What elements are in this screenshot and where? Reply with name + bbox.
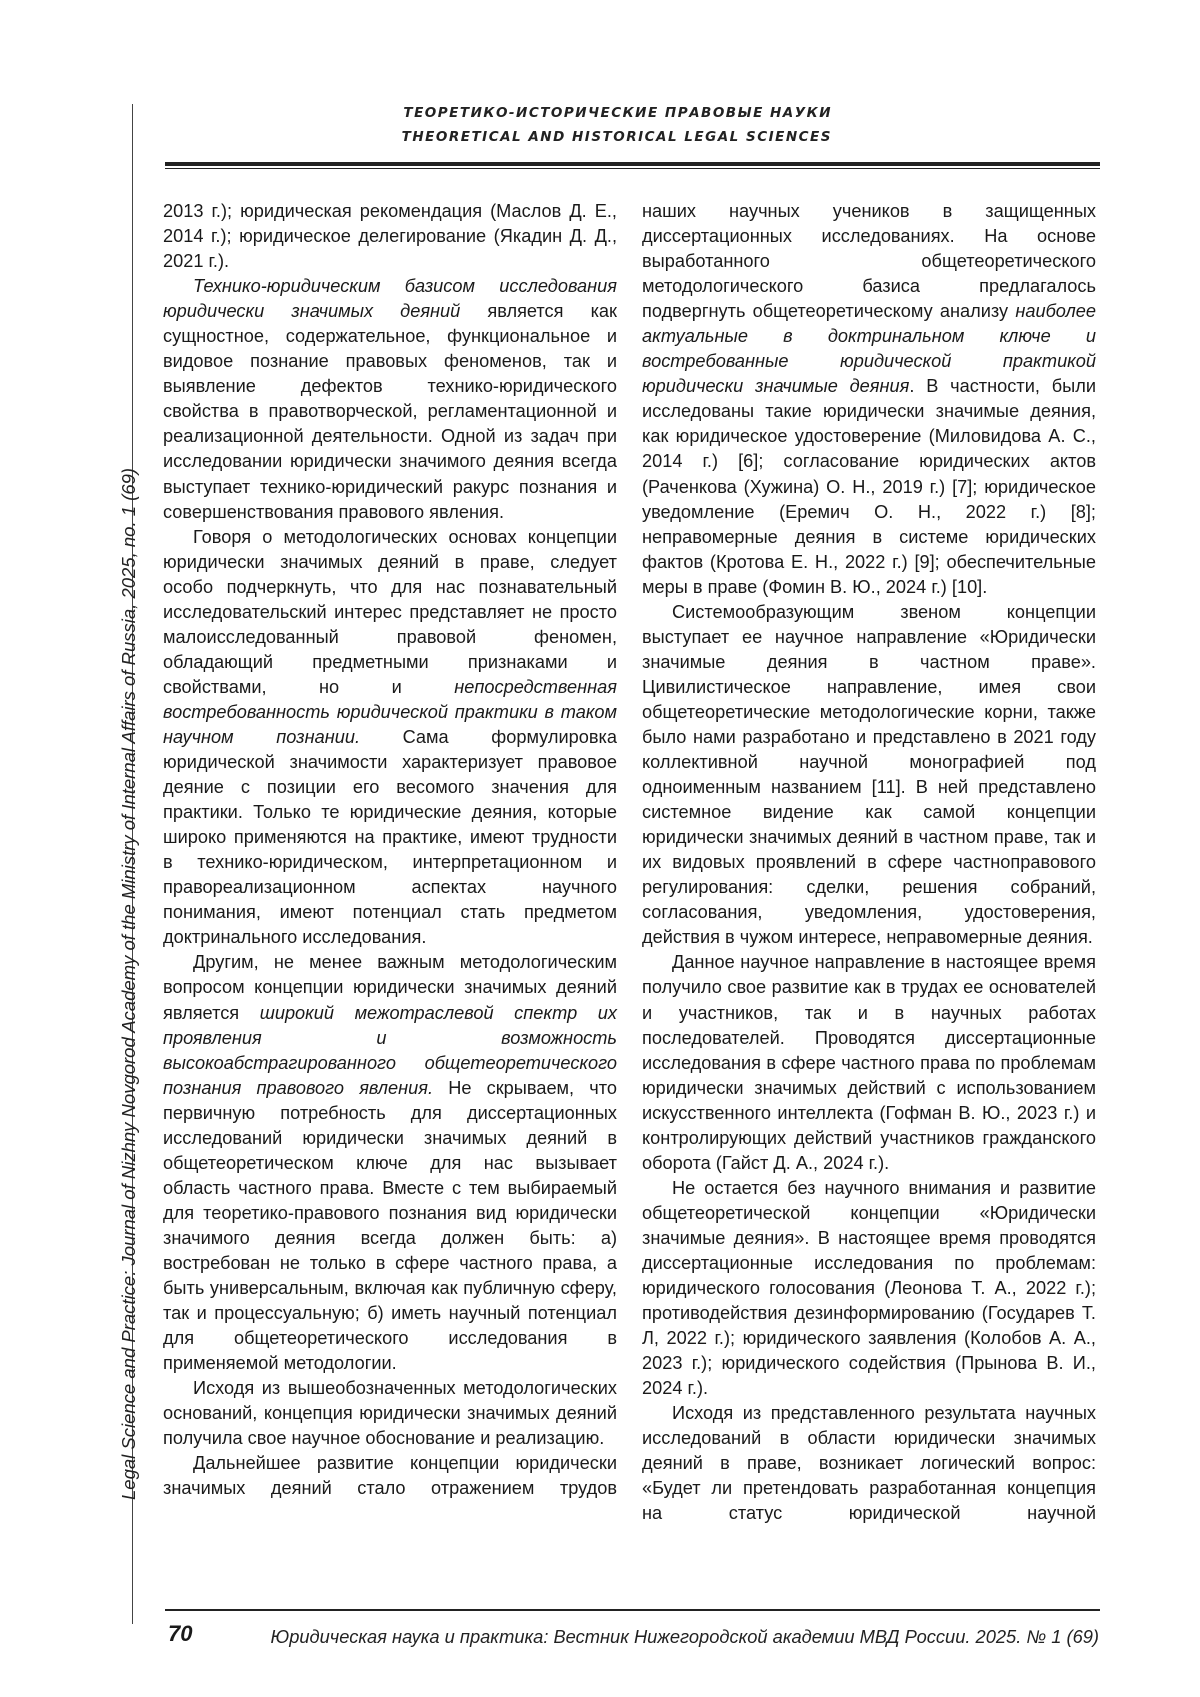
header-rule-thin bbox=[165, 168, 1100, 169]
running-header bbox=[402, 101, 832, 149]
footer-rule bbox=[165, 1609, 1100, 1611]
emphasis: широкий межотраслевой спектр их проявления и возможность высокоабстрагированного общетеоретического познания правового явления. bbox=[163, 1002, 618, 1098]
paragraph: Технико-юридическим базисом исследования юридически значимых деяний является как сущностное, содержательное, функциональное и видовое познание правовых феноменов, так и выявление дефектов технико-юридического свойства в правотворческой, регламентационной и реализационной деятельности. Одной из задач при исследовании юридически значимого деяния всегда выступает технико-юридический ракурс познания и совершенствования правового явления. bbox=[163, 276, 617, 522]
left-column bbox=[163, 199, 617, 1501]
paragraph: наших научных учеников в защищенных диссертационных исследованиях. На основе выработанного общетеоретического методологического базиса предлагалось подвергнуть общетеоретическому анализу наиболее актуальные в доктринальном ключе и востребованные юридической практикой юридически значимые деяния. В частности, были исследованы такие юридически значимые деяния, как юридическое удостоверение (Миловидова А. С., 2014 г.) [6]; согласование юридических актов (Раченкова (Хужина) О. Н., 2019 г.) [7]; юридическое уведомление (Еремич О. Н., 2022 г.) [8]; неправомерные деяния в системе юридических фактов (Кротова Е. Н., 2022 г.) [9]; обеспечительные меры в праве (Фомин В. Ю., 2024 г.) [10]. bbox=[642, 201, 1096, 597]
section-title-en: THEORETICAL AND HISTORICAL LEGAL SCIENCES bbox=[401, 129, 832, 145]
paragraph: Дальнейшее развитие концепции юридически значимых деяний стало отражением трудов bbox=[163, 1453, 617, 1499]
paragraph: Другим, не менее важным методологическим вопросом концепции юридически значимых деяний является широкий межотраслевой спектр их проявления и возможность высокоабстрагированного общетеоретического познания правового явления. Не скрываем, что первичную потребность для диссертационных исследований юридически значимых деяний в общетеоретическом ключе для нас вызывает область частного права. Вместе с тем выбираемый для теоретико-правового познания вид юридически значимого деяния всегда должен быть: а) востребован не только в сфере частного права, а быть универсальным, включая как публичную сферу, так и процессуальную; б) иметь научный потенциал для общетеоретического исследования в применяемой методологии. bbox=[163, 952, 618, 1374]
paragraph: Данное научное направление в настоящее время получило свое развитие как в трудах ее основателей и участников, так и в научных работах последователей. Проводятся диссертационные исследования в сфере частного права по проблемам юридически значимых действий с использованием искусственного интеллекта (Гофман В. Ю., 2023 г.) и контролирующих действий участников гражданского оборота (Гайст Д. А., 2024 г.). bbox=[642, 952, 1096, 1173]
emphasis: наиболее актуальные в доктринальном ключе и востребованные юридической практикой юридически значимые деяния bbox=[642, 301, 1096, 397]
emphasis: непосредственная востребованность юридической практики в таком научном познании. bbox=[163, 676, 617, 747]
journal-side-caption: Legal Science and Practice: Journal of Nizhny Novgorod Academy of the Ministry of Internal Affairs of Russia, 2025, no. 1 (69) bbox=[118, 467, 139, 1500]
paragraph: Системообразующим звеном концепции выступает ее научное направление «Юридически значимые деяния в частном праве». Цивилистическое направление, имея свои общетеоретические методологические корни, также было нами разработано и представлено в 2021 году коллективной научной монографией под одноименным названием [11]. В ней представлено системное видение как самой концепции юридически значимых деяний в частном праве, так и их видовых проявлений в сфере частноправового регулирования: сделки, решения собраний, согласования, уведомления, удостоверения, действия в чужом интересе, неправомерные деяния. bbox=[642, 601, 1096, 948]
paragraph: Не остается без научного внимания и развитие общетеоретической концепции «Юридически значимые деяния». В настоящее время проводятся диссертационные исследования по проблемам: юридического голосования (Леонова Т. А., 2022 г.); противодействия дезинформированию (Государев Т. Л, 2022 г.); юридического заявления (Колобов А. А., 2023 г.); юридического содействия (Прынова В. И., 2024 г.). bbox=[642, 1177, 1096, 1399]
paragraph: Говоря о методологических основах концепции юридически значимых деяний в праве, следует особо подчеркнуть, что для нас познавательный исследовательский интерес представляет не просто малоисследованный правовой феномен, обладающий предметными признаками и свойствами, но и непосредственная востребованность юридической практики в таком научном познании. Сама формулировка юридической значимости характеризует правовое деяние с позиции его весомого значения для практики. Только те юридические деяния, которые широко применяются на практике, имеют трудности в технико-юридическом, интерпретационном и правореализационном аспектах научного понимания, имеют потенциал стать предметом доктринального исследования. bbox=[163, 526, 617, 948]
page-number: 70 bbox=[168, 1621, 193, 1646]
paragraph: 2013 г.); юридическая рекомендация (Маслов Д. Е., 2014 г.); юридическое делегирование (Якадин Д. Д., 2021 г.). bbox=[163, 201, 617, 272]
paragraph: Исходя из вышеобозначенных методологических оснований, концепция юридически значимых деяний получила свое научное обоснование и реализацию. bbox=[163, 1378, 617, 1449]
paragraph: Исходя из представленного результата научных исследований в области юридически значимых деяний в праве, возникает логический вопрос: «Будет ли претендовать разработанная концепция на статус юридической научной bbox=[642, 1403, 1096, 1524]
emphasis: Технико-юридическим базисом исследования юридически значимых деяний bbox=[163, 276, 617, 322]
right-column bbox=[642, 199, 1096, 1526]
footer-journal-title: Юридическая наука и практика: Вестник Нижегородской академии МВД России. 2025. № 1 (69) bbox=[270, 1626, 1099, 1647]
section-title-ru: ТЕОРЕТИКО-ИСТОРИЧЕСКИЕ ПРАВОВЫЕ НАУКИ bbox=[403, 105, 832, 121]
header-rule bbox=[165, 162, 1100, 166]
